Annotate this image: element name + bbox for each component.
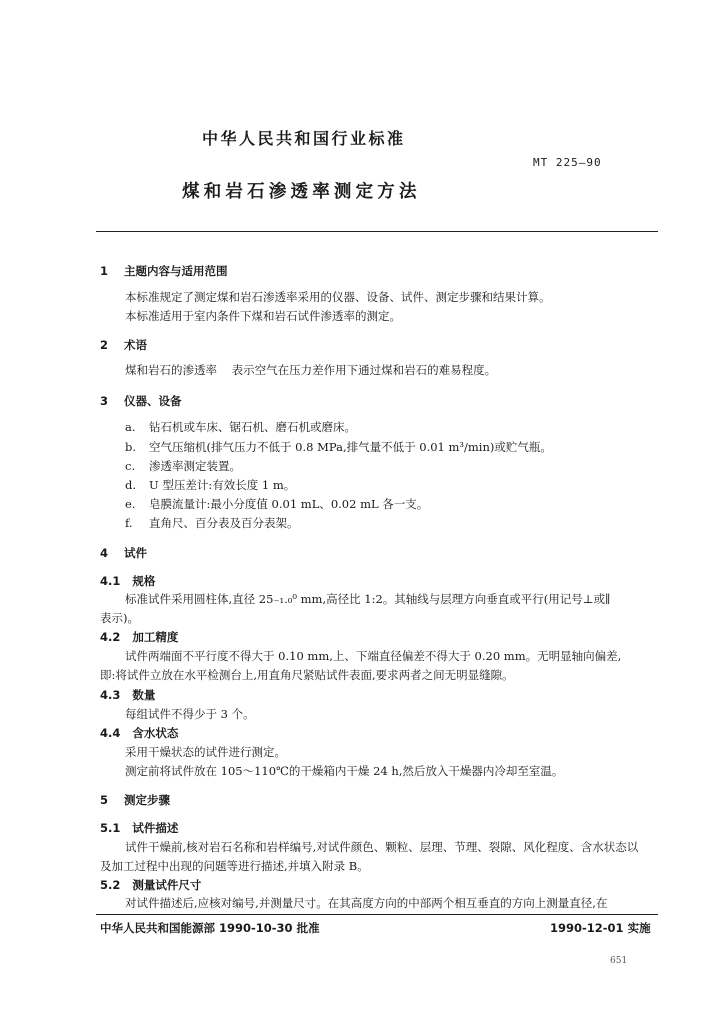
list-item	[125, 439, 552, 455]
subsection-5-1-number: 5.1	[100, 821, 121, 835]
section-5-title: 测定步骤	[124, 793, 171, 807]
list-item	[125, 515, 299, 531]
subsection-4-3-heading	[100, 687, 155, 703]
subsection-4-3-line-1: 每组试件不得少于 3 个。	[125, 707, 255, 721]
section-3-title: 仪器、设备	[124, 394, 182, 408]
subsection-5-1-heading	[100, 820, 178, 836]
subsection-4-1-number: 4.1	[100, 574, 121, 588]
list-marker: d.	[125, 478, 137, 492]
standard-code: MT 225—90	[533, 156, 602, 169]
subsection-5-1-line-2: 及加工过程中出现的问题等进行描述,并填入附录 B。	[100, 859, 369, 873]
approval-line: 中华人民共和国能源部 1990-10-30 批准	[100, 921, 320, 935]
list-item	[125, 458, 241, 474]
subsection-5-1-line-1: 试件干燥前,核对岩石名称和岩样编号,对试件颜色、颗粒、层理、节理、裂隙、风化程度、含水状态以	[125, 840, 639, 854]
list-text: U 型压差计:有效长度 1 m。	[149, 478, 296, 492]
term-definition	[125, 362, 496, 378]
subsection-4-1-title: 规格	[132, 574, 156, 588]
section-4-title: 试件	[124, 546, 148, 560]
subsection-4-3-title: 数量	[132, 688, 156, 702]
section-4-number: 4	[100, 546, 109, 560]
subsection-5-1-title: 试件描述	[132, 821, 179, 835]
list-text: 直角尺、百分表及百分表架。	[149, 516, 299, 530]
subsection-4-2-number: 4.2	[100, 630, 121, 644]
subsection-4-4-line-2: 测定前将试件放在 105～110℃的干燥箱内干燥 24 h,然后放入干燥器内冷却至室温。	[125, 764, 564, 778]
term-text: 表示空气在压力差作用下通过煤和岩石的难易程度。	[231, 363, 497, 377]
subsection-5-2-number: 5.2	[100, 878, 121, 892]
page-number: 651	[610, 956, 628, 966]
subsection-4-1-heading	[100, 573, 155, 589]
subsection-4-4-line-1: 采用干燥状态的试件进行测定。	[125, 745, 286, 759]
subsection-4-2-line-1: 试件两端面不平行度不得大于 0.10 mm,上、下端直径偏差不得大于 0.20 mm。无明显轴向偏差,	[125, 649, 622, 663]
list-item	[125, 477, 295, 493]
section-2-number: 2	[100, 338, 109, 352]
effective-date: 1990-12-01 实施	[550, 921, 651, 935]
document-title: 煤和岩石渗透率测定方法	[182, 182, 421, 202]
subsection-4-3-number: 4.3	[100, 688, 121, 702]
list-item	[125, 419, 356, 435]
subsection-4-2-title: 加工精度	[132, 630, 179, 644]
header-rule	[96, 231, 658, 232]
subsection-5-2-title: 测量试件尺寸	[132, 878, 202, 892]
list-text: 钻石机或车床、锯石机、磨石机或磨床。	[149, 420, 356, 434]
list-text: 皂膜流量计:最小分度值 0.01 mL、0.02 mL 各一支。	[149, 497, 429, 511]
subsection-4-1-line-2: 表示)。	[100, 611, 139, 625]
list-text: 渗透率测定装置。	[149, 459, 241, 473]
section-3-heading	[100, 393, 182, 409]
list-item	[125, 496, 428, 512]
list-text: 空气压缩机(排气压力不低于 0.8 MPa,排气量不低于 0.01 m³/min)或贮气瓶。	[149, 440, 552, 454]
section-5-heading	[100, 792, 170, 808]
section-1-paragraph-1: 本标准规定了测定煤和岩石渗透率采用的仪器、设备、试件、测定步骤和结果计算。	[125, 290, 551, 304]
section-4-heading	[100, 545, 147, 561]
list-marker: a.	[125, 420, 136, 434]
org-title: 中华人民共和国行业标准	[202, 129, 406, 148]
subsection-4-2-heading	[100, 629, 178, 645]
section-2-title: 术语	[124, 338, 148, 352]
section-5-number: 5	[100, 793, 109, 807]
section-1-heading	[100, 263, 228, 279]
subsection-5-2-line-1: 对试件描述后,应核对编号,并测量尺寸。在其高度方向的中部两个相互垂直的方向上测量直径,在	[125, 896, 608, 910]
section-3-number: 3	[100, 394, 109, 408]
footer-rule	[96, 914, 658, 915]
list-marker: e.	[125, 497, 136, 511]
term-name: 煤和岩石的渗透率	[125, 363, 217, 377]
subsection-4-4-heading	[100, 725, 178, 741]
list-marker: f.	[125, 516, 133, 530]
subsection-4-2-line-2: 即:将试件立放在水平检测台上,用直角尺紧贴试件表面,要求两者之间无明显缝隙。	[100, 668, 514, 682]
list-marker: c.	[125, 459, 136, 473]
subsection-5-2-heading	[100, 877, 201, 893]
section-1-number: 1	[100, 264, 109, 278]
subsection-4-1-line-1: 标准试件采用圆柱体,直径 25₋₁.₀⁰ mm,高径比 1:2。其轴线与层理方向垂直或平行(用记号⊥或∥	[125, 592, 611, 606]
subsection-4-4-title: 含水状态	[132, 726, 179, 740]
section-2-heading	[100, 337, 147, 353]
subsection-4-4-number: 4.4	[100, 726, 121, 740]
list-marker: b.	[125, 440, 137, 454]
section-1-title: 主题内容与适用范围	[124, 264, 228, 278]
section-1-paragraph-2: 本标准适用于室内条件下煤和岩石试件渗透率的测定。	[125, 309, 401, 323]
